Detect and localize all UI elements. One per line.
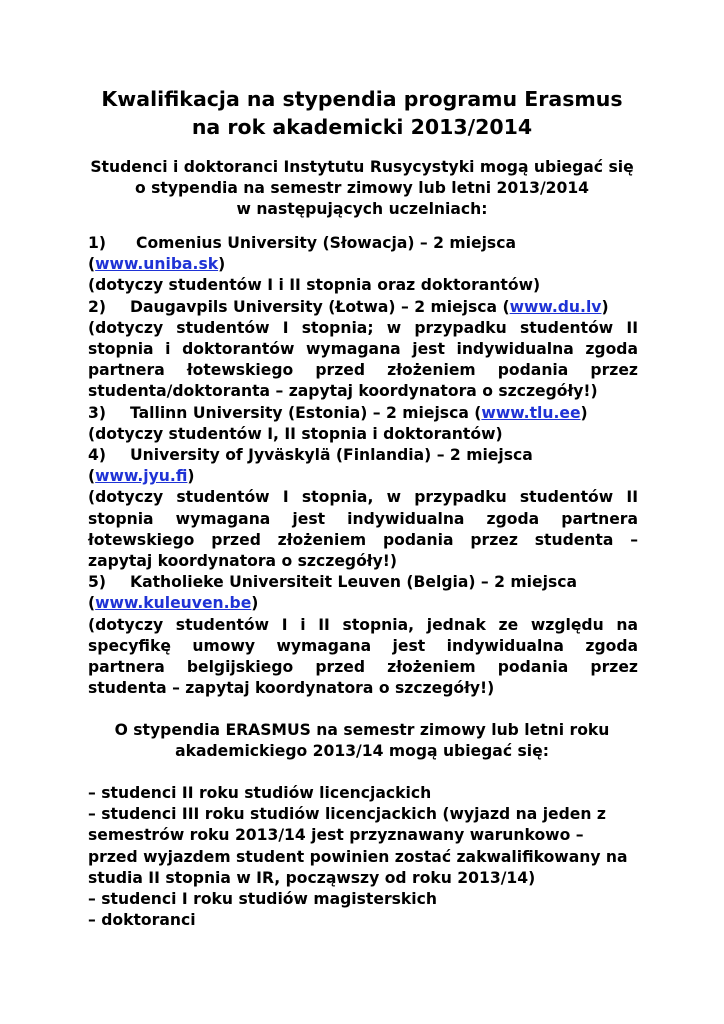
university-item-name: Comenius University (Słowacja) – 2 miejsca [136,234,516,252]
university-item-5-note-line: partnera belgijskiego przed złożeniem podania przez [88,658,638,677]
paren-close: ) [218,255,226,274]
eligibility-line: – studenci III roku studiów licencjackich (wyjazd na jeden z [88,805,606,824]
eligibility-line: – doktoranci [88,911,196,930]
university-item-4-note-line: łotewskiego przed złożeniem podania przez studenta – [88,530,638,549]
university-item-name: Daugavpils University (Łotwa) – 2 miejsca ( [130,297,510,316]
eligibility-line: przed wyjazdem student powinien zostać zakwalifikowany na [88,847,628,866]
university-list [88,233,638,699]
document-title-line-2: na rok akademicki 2013/2014 [191,115,533,139]
university-item-5-link-line [88,593,638,614]
eligibility-heading-line-2: akademickiego 2013/14 mogą ubiegać się: [175,742,549,761]
university-item-number: 4) [88,446,106,465]
paren-open: ( [88,467,96,486]
document-title-line-1: Kwalifikacja na stypendia programu Erasmus [101,87,623,111]
university-item-1-link-line [88,254,638,275]
eligibility-line: – studenci I roku studiów magisterskich [88,890,437,909]
university-item-2-heading [88,297,638,318]
university-link-uniba[interactable]: www.uniba.sk [95,255,219,274]
university-link-kuleuven[interactable]: www.kuleuven.be [95,594,252,613]
university-item-number: 2) [88,297,106,316]
university-link-jyu[interactable]: www.jyu.fi [95,467,188,486]
university-item-4-note-line: zapytaj koordynatora o szczegóły!) [88,552,397,571]
university-item-2-note-line: stopnia i doktorantów wymagana jest indywidualna zgoda [88,340,638,359]
university-item-name: Tallinn University (Estonia) – 2 miejsca ( [130,403,482,422]
university-item-4-note-line: stopnia wymagana jest indywidualna zgoda partnera [88,509,638,528]
eligibility-heading-line-1: O stypendia ERASMUS na semestr zimowy lub letni roku [114,721,610,739]
university-item-number: 3) [88,403,106,422]
university-link-tlu[interactable]: www.tlu.ee [481,403,581,422]
university-item-5-note-line: specyfikę umowy wymagana jest indywidualna zgoda [88,636,638,655]
university-link-du[interactable]: www.du.lv [509,297,602,316]
eligibility-list [88,783,638,931]
university-item-5-heading [88,572,638,593]
university-item-1-note: (dotyczy studentów I i II stopnia oraz doktorantów) [88,276,541,295]
university-item-5-note-line: (dotyczy studentów I i II stopnia, jednak ze względu na [88,615,638,634]
university-item-number: 1) [88,234,106,252]
eligibility-line: studia II stopnia w IR, począwszy od roku 2013/14) [88,868,536,887]
university-item-4-heading [88,445,638,466]
university-item-4-note-line: (dotyczy studentów I stopnia, w przypadku studentów II [88,488,638,507]
intro-line-1: Studenci i doktoranci Instytutu Rusycystyki mogą ubiegać się [90,158,634,176]
university-item-3-note: (dotyczy studentów I, II stopnia i doktorantów) [88,424,503,443]
university-item-5-note-line: studenta – zapytaj koordynatora o szczegóły!) [88,679,495,698]
paren-open: ( [88,594,96,613]
paren-close: ) [251,594,259,613]
eligibility-line: – studenci II roku studiów licencjackich [88,784,432,802]
paren-close: ) [187,467,195,486]
paren-close: ) [580,403,588,422]
paren-close: ) [601,297,609,316]
intro-line-2: o stypendia na semestr zimowy lub letni 2013/2014 [134,179,590,197]
eligibility-line: semestrów roku 2013/14 jest przyznawany warunkowo – [88,826,584,845]
university-item-name: University of Jyväskylä (Finlandia) – 2 miejsca [130,446,533,465]
university-item-2-note-line: partnera łotewskiego przed złożeniem podania przez [88,361,638,380]
university-item-2-note-line: (dotyczy studentów I stopnia; w przypadku studentów II [88,318,638,337]
university-item-3-heading [88,403,638,424]
university-item-2-note-line: studenta/doktoranta – zapytaj koordynatora o szczegóły!) [88,382,598,401]
intro-line-3: w następujących uczelniach: [236,200,488,218]
university-item-1-heading [88,233,638,254]
university-item-4-link-line [88,466,638,487]
university-item-number: 5) [88,573,106,592]
university-item-name: Katholieke Universiteit Leuven (Belgia) – 2 miejsca [130,573,577,592]
eligibility-heading [60,720,664,762]
paren-open: ( [88,255,96,274]
